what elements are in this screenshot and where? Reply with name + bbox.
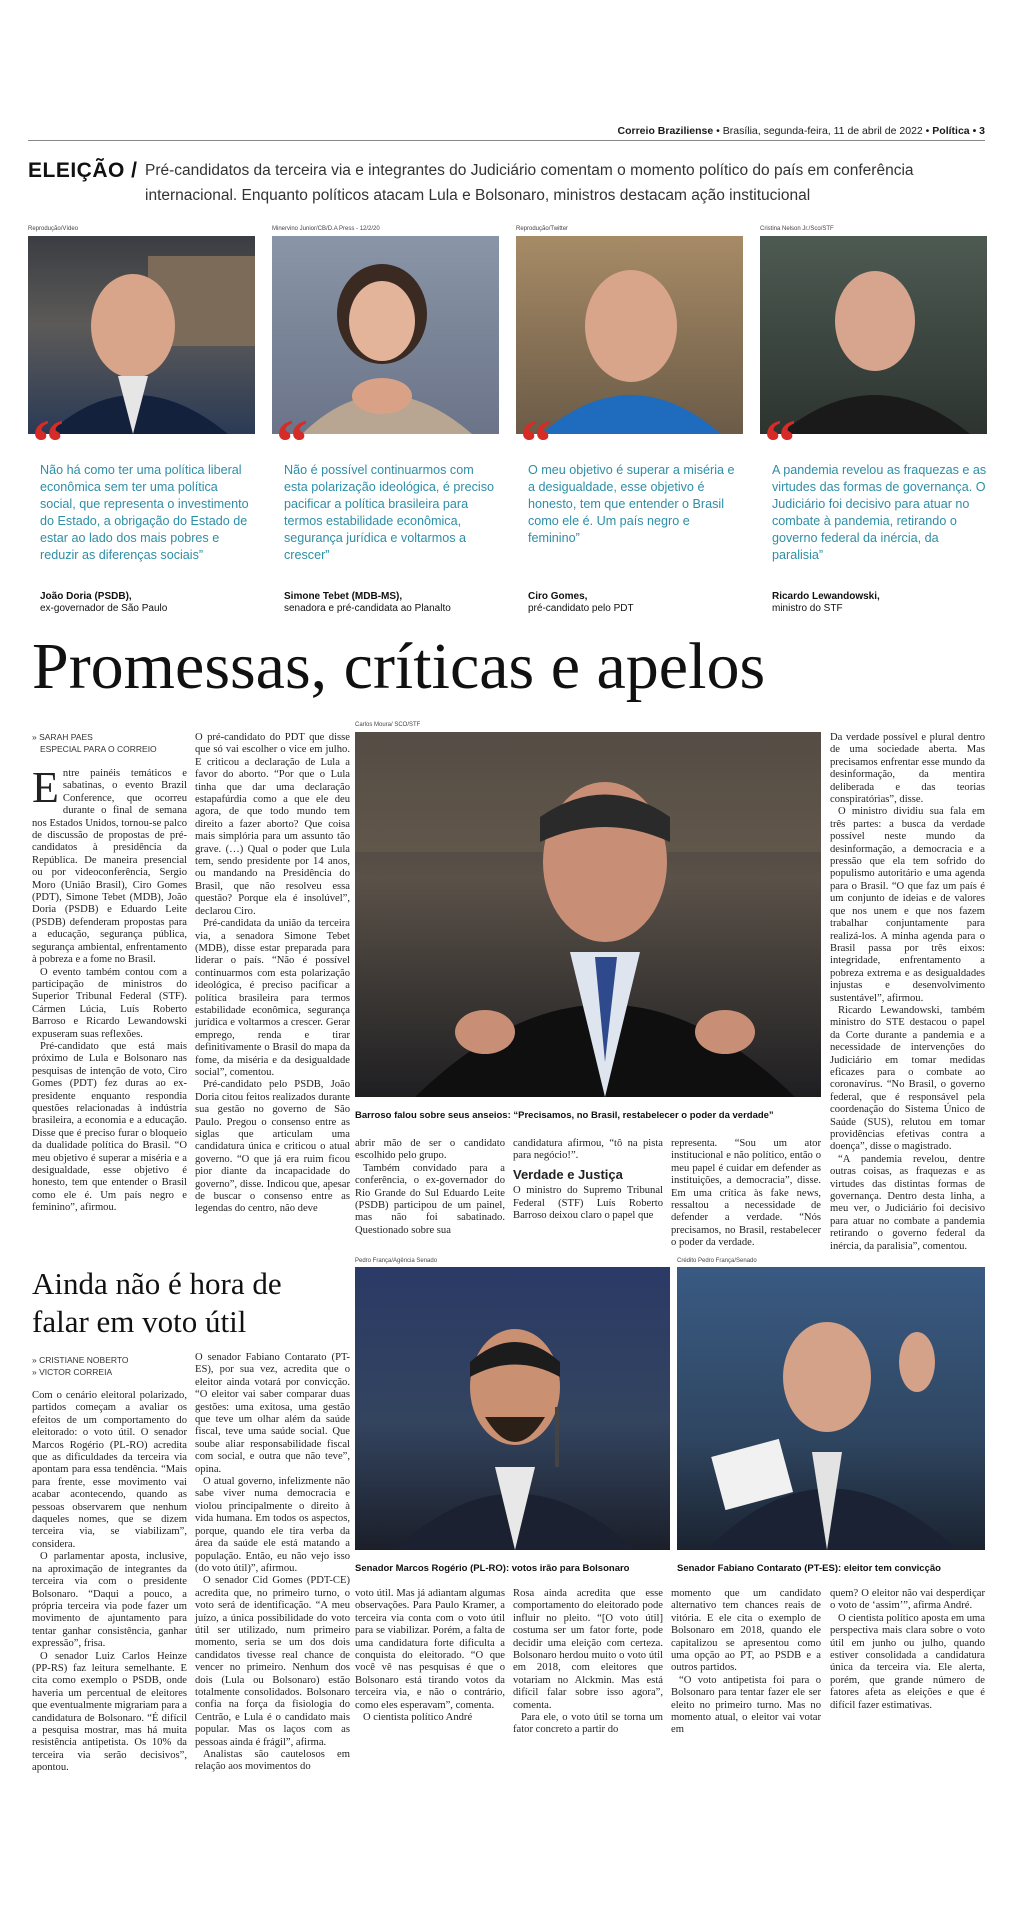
main-column-2 [195,732,350,1215]
paragraph: O parlamentar aposta, inclusive, na aproximação de integrantes da terceira via com o presidente Bolsonaro. “Daqui a pouco, a própria terceira via pode fazer um movimento de ajuntamento para tentar ganhar consistência, ganhar expressão”, frisa. [32,1551,187,1650]
quote-attribution: Ricardo Lewandowski, ministro do STF [772,591,880,614]
main-col4b-text: O ministro do Supremo Tribunal Federal (STF) Luís Roberto Barroso deixou claro o papel que [513,1185,663,1222]
ciro-photo-art [516,236,743,434]
paragraph: O senador Fabiano Contarato (PT-ES), por sua vez, acredita que o eleitor ainda votará por convicção. “O eleitor vai saber comparar duas gestões: uma exitosa, uma gestão que teve um olhar além da saúde fiscal, teve uma saúde social. Que soube aliar responsabilidade fiscal com social, e outra que não teve”, opina. [195,1352,350,1475]
photo-credit: Crédito Pedro França/Senado [677,1258,757,1264]
quote-mark-icon: “ [32,406,58,477]
paragraph: O atual governo, infelizmente não sabe viver numa democracia e violou principalmente o direito à vida humana. Em todos os aspectos, porque, quando ele tira verba da área da saúde ele está matando a população. Então, eu não vejo isso (do voto útil)”, afirmou. [195,1476,350,1574]
photo-caption: Senador Fabiano Contarato (PT-ES): eleitor tem convicção [677,1563,941,1574]
paragraph: abrir mão de ser o candidato escolhido pelo grupo. [355,1138,505,1162]
main-col4a-text: candidatura afirmou, “tô na pista para negócio!”. [513,1138,663,1162]
main-headline: Promessas, críticas e apelos [32,630,766,703]
paragraph: O senador Cid Gomes (PDT-CE) acredita que, no primeiro turno, o voto será de identificação. “A meu juízo, a única possibilidade do voto útil ser utilizado, num primeiro momento, seria se um dos dois candidatos tivesse real chance de vencer no primeiro. Nenhum dos dois (Lula ou Bolsonaro) estão totalmente consolidados. Bolsonaro confia na força da fisiologia do Centrão, e Lula é o candidato mais popular. Mas os laços com as pessoas ainda é frágil”, afirma. [195,1575,350,1748]
main-col5-text: representa. “Sou um ator institucional e não político, então o meu papel é cuidar em defender as instituições, a democracia”, disse. Em uma crítica às fake news, ressaltou a necessidade de defender a verdade. “Nós precisamos, no Brasil, restabelecer o poder da verdade. [671,1138,821,1249]
paragraph: Rosa ainda acredita que esse comportamento do eleitorado pode influir no pleito. “[O voto útil] costuma ser um fator forte, pode decidir uma eleição com certeza. Bolsonaro herdou muito o voto útil em 2018, com eleitores que votariam no Alckmin. Mas está difícil falar sobre isso agora”, comenta. [513,1588,663,1711]
main-column-5 [671,1138,821,1249]
drop-cap: E [32,763,59,812]
paragraph: Com o cenário eleitoral polarizado, partidos começam a avaliar os efeitos de um comportamento do eleitorado: o voto útil. O senador Marcos Rogério (PL-RO) acredita que as dificuldades da terceira via apontam para essa tendência. “Mais para frente, esse movimento vai acabar acontecendo, quando as pessoas observarem que nenhum daqueles nomes, que se dizem terceira via, se viabilizam”, considera. [32,1390,187,1550]
quote-attribution: Simone Tebet (MDB-MS), senadora e pré-candidata ao Planalto [284,591,451,614]
photo-doria [28,236,255,434]
paragraph: O evento também contou com a participação de ministros do Superior Tribunal Federal (STF). Cármen Lúcia, Luís Roberto Barroso e Ricardo Lewandowski expuseram suas reflexões. [32,966,187,1040]
quote-mark-icon: “ [520,406,546,477]
paragraph: Também convidado para a conferência, o ex-governador do Rio Grande do Sul Eduardo Leite (PSDB) participou de um painel, mas não foi sabatinado. Questionado sobre sua [355,1162,505,1236]
photo-credit: Carlos Moura/ SCO/STF [355,722,421,728]
paragraph: quem? O eleitor não vai desperdiçar o voto de ‘assim’”, afirma André. [830,1588,985,1612]
second-column-5 [671,1588,821,1890]
paragraph: “O voto antipetista foi para o Bolsonaro para tentar fazer ele ser eleito no primeiro turno. Mas no momento atual, o eleitor vai votar em [671,1674,821,1736]
main-column-1 [32,763,187,1214]
photo-credit: Reprodução/Twitter [516,226,569,232]
photo-contarato [677,1267,985,1550]
page-number: • 3 [972,125,985,137]
quote-text: Não é possível continuarmos com esta polarização ideológica, é preciso pacificar a política brasileira para termos estabilidade econômica, segurança jurídica e voltarmos a crescer” [284,463,495,562]
paragraph: Analistas são cautelosos em relação aos movimentos do [195,1749,350,1773]
byline-affiliation: ESPECIAL PARA O CORREIO [40,744,157,754]
second-column-3 [355,1588,505,1890]
kicker-label: ELEIÇÃO / [28,159,138,182]
second-col4-text [513,1588,663,1737]
photo-barroso [355,732,821,1097]
paragraph: O cientista político André [363,1712,473,1724]
page-header [28,124,985,138]
second-col2-text [195,1352,350,1774]
photo-credit: Minervino Junior/CB/D.A Press - 12/2/20 [272,226,380,232]
paragraph: O ministro dividiu sua fala em três partes: a busca da verdade possível neste mundo da desinformação, a democracia e a pressão que ela tem sofrido do populismo autoritário e uma agenda para o Brasil. “O que faz um país é um conjunto de ideias e de valores que nos unem e que nos fazem trabalhar conjuntamente para realizá-los. A minha agenda para o Brasil passa por três eixos: integridade, enfrentamento a pobreza extrema e as desigualdades injustas e desenvolvimento sustentável”, afirmou. [830,806,985,1004]
quote-attribution: João Doria (PSDB), ex-governador de São Paulo [40,591,168,614]
photo-lewandowski [760,236,987,434]
paragraph: Ricardo Lewandowski, também ministro do STE destacou o papel da Corte durante a pandemia e a necessidade de intervenções do Judiciário em tomar medidas eficazes para o combate ao coronavírus. “No Brasil, o governo federal, que é responsável pela coordenação do Sistema Único de Saúde (SUS), relutou em tomar providências efetivas contra a doença”, disse o magistrado. [830,1004,985,1153]
paragraph: O pré-candidato do PDT que disse que só vai escolher o vice em julho. E criticou a declaração de Lula a favor do aborto. “Por que o Lula tinha que dar uma declaração estapafúrdia como a que ele deu agora, de que todo mundo tem direito a fazer aborto? Que coisa mais simplória para um assunto tão grave. (…) Qual o poder que Lula tem, sendo presidente por 14 anos, ou mandando na Presidência do Brasil, que não resolveu essa questão? Porque ela é insolúvel”, declarou Ciro. [195,732,350,917]
paper-name: Correio Braziliense [617,125,714,137]
doria-photo-art [28,236,255,434]
second-column-6 [830,1588,985,1890]
second-column-1 [32,1390,187,1890]
paragraph: “A pandemia revelou, dentre outras coisas, as fraquezas e as virtudes das distintas formas de governança. Dentro desta linha, a meu ver, o Judiciário foi decisivo para atuar no combate a pandemia retirando o governo federal da inércia, da paralisia”, comentou. [830,1153,985,1252]
paragraph: Pré-candidato pelo PSDB, João Doria citou feitos realizados durante sua gestão no governo de São Paulo. Pregou o consenso entre as siglas que articulam uma candidatura única e criticou o atual governo. “O que já era ruim ficou pior diante da incapacidade do governo”, disse. Indicou que, apesar de buscar o consenso entre as legendas do centro, não deve [195,1079,350,1215]
quote-text: A pandemia revelou as fraquezas e as virtudes das formas de governança. O Judiciário foi decisivo para atuar no combate à pandemia, retirando o governo federal da inércia, da paralisia” [772,463,987,562]
dateline: • Brasília, segunda-feira, 11 de abril de 2022 • [716,125,930,137]
photo-credit: Cristina Nelson Jr./Sco/STF [760,226,834,232]
contarato-photo-art [677,1267,985,1550]
photo-caption: Barroso falou sobre seus anseios: “Precisamos, no Brasil, restabelecer o poder da verdade” [355,1110,774,1121]
main-column-3 [355,1138,505,1238]
byline-author: » VICTOR CORREIA [32,1367,113,1377]
tebet-photo-art [272,236,499,434]
quote-mark-icon: “ [276,406,302,477]
second-col1-text [32,1390,187,1775]
main-col1-text [32,763,187,1215]
main-col3-text [355,1138,505,1237]
header-rule [28,140,985,141]
paragraph: voto útil. Mas já adiantam algumas observações. Para Paulo Kramer, a terceira via conta com o voto útil para se viabilizar. Porém, a falta de uma candidatura forte dificulta a conquista do eleitorado. “O que você vê nas pesquisas é que o Bolsonaro está tirando votos da terceira via, e não o contrário, como eles esperavam”, comenta. [355,1588,505,1711]
quote-text: Não há como ter uma política liberal econômica sem ter uma política social, que representa o investimento do Estado, a obrigação do Estado de estar ao lado dos mais pobres e reduzir as diferenças sociais” [40,463,249,562]
paragraph: Pré-candidato que está mais próximo de Lula e Bolsonaro nas pesquisas de intenção de voto, Ciro Gomes (PDT) fez duras ao ex-presidente enquanto respondia questões relacionadas à indústria brasileira, a economia e a educação. Disse que é preciso furar o bloqueio da dualidade política do Brasil. “O meu objetivo é superar a miséria e a desigualdade, esse objetivo é honesto, tem que entender o Brasil como ele é. Um país negro e feminino”, afirmou. [32,1040,187,1214]
lewandowski-photo-art [760,236,987,434]
subhead-verdade: Verdade e Justiça [513,1166,623,1182]
photo-credit: Reprodução/Vídeo [28,226,79,232]
paragraph: ntre painéis temáticos e sabatinas, o evento Brazil Conference, que ocorreu durante o final de semana nos Estados Unidos, tornou-se palco de discussão de propostas de pré-candidatos à presidência da República. De maneira presencial ou por videoconferência, Sergio Moro (União Brasil), Ciro Gomes (PDT), Simone Tebet (MDB), João Doria (PSDB) e Eduardo Leite (PSDB) defenderam propostas para a educação, segurança pública, segurança ambiental, enfrentamento à pobreza e a fome no Brasil. [32,768,187,966]
section-name: Política [932,125,970,137]
kicker-text: Pré-candidatos da terceira via e integrantes do Judiciário comentam o momento político do país em conferência internacional. Enquanto políticos atacam Lula e Bolsonaro, ministros destacam ação institucional [145,162,914,204]
byline-author: » CRISTIANE NOBERTO [32,1355,129,1365]
photo-caption: Senador Marcos Rogério (PL-RO): votos irão para Bolsonaro [355,1563,630,1574]
main-col2-text [195,732,350,1216]
photo-marcos-rogerio [355,1267,670,1550]
main-col6-text [830,732,985,1253]
paragraph: Para ele, o voto útil se torna um fator concreto a partir do [513,1712,663,1736]
paragraph: O cientista político aposta em uma perspectiva mais clara sobre o voto útil em junho ou julho, quando estiver consolidada a candidatura única da terceira via. Ele alerta, porém, que grande número de fatores afeta as eleições e que é difícil fazer estimativas. [830,1612,985,1711]
paragraph: Pré-candidata da união da terceira via, a senadora Simone Tebet (MDB), disse estar preparada para liderar o país. “Não é possível continuarmos com esta polarização ideológica, é preciso pacificar a política brasileira para termos estabilidade econômica, segurança jurídica e voltarmos a crescer. Gerar emprego, renda e tirar definitivamente o Brasil do mapa da fome, da miséria e da desigualdade social”, comentou. [195,918,350,1078]
second-col6-text [830,1588,985,1712]
second-column-4 [513,1588,663,1890]
byline-author: » SARAH PAES [32,732,93,742]
quote-text: O meu objetivo é superar a miséria e a desigualdade, esse objetivo é honesto, tem que entender o Brasil como ele é. Um país negro e feminino” [528,463,735,545]
paragraph: O senador Luiz Carlos Heinze (PP-RS) faz leitura semelhante. E cita como exemplo o PSDB, onde haveria um percentual de eleitores que eventualmente migrariam para a candidatura de Bolsonaro. “É difícil a pesquisa mostrar, mas há muita resistência antipetista. Os 10% da terceira via serão decisivos”, apontou. [32,1650,187,1774]
second-column-2 [195,1352,350,1890]
second-col5-text [671,1588,821,1737]
paragraph: momento que um candidato alternativo tem chances reais de vitória. E ele cita o exemplo de Bolsonaro em 2018, quando ele capitalizou se apresentou como uma opção ao PT, ao PSDB e a outros partidos. [671,1588,821,1674]
main-column-6 [830,732,985,1252]
photo-ciro [516,236,743,434]
second-col3-text [355,1588,505,1724]
photo-credit: Pedro França/Agência Senado [355,1258,438,1264]
main-column-4 [513,1138,663,1238]
photo-tebet [272,236,499,434]
rogerio-photo-art [355,1267,670,1550]
paragraph: Da verdade possível e plural dentro de uma sociedade aberta. Mas precisamos enfrentar esse mundo da desinformação, da mentira deliberada e das teorias conspiratórias”, disse. [830,732,985,806]
quote-attribution: Ciro Gomes, pré-candidato pelo PDT [528,591,634,614]
second-headline: Ainda não é hora de falar em voto útil [32,1266,282,1339]
quote-mark-icon: “ [764,406,790,477]
barroso-photo-art [355,732,821,1097]
